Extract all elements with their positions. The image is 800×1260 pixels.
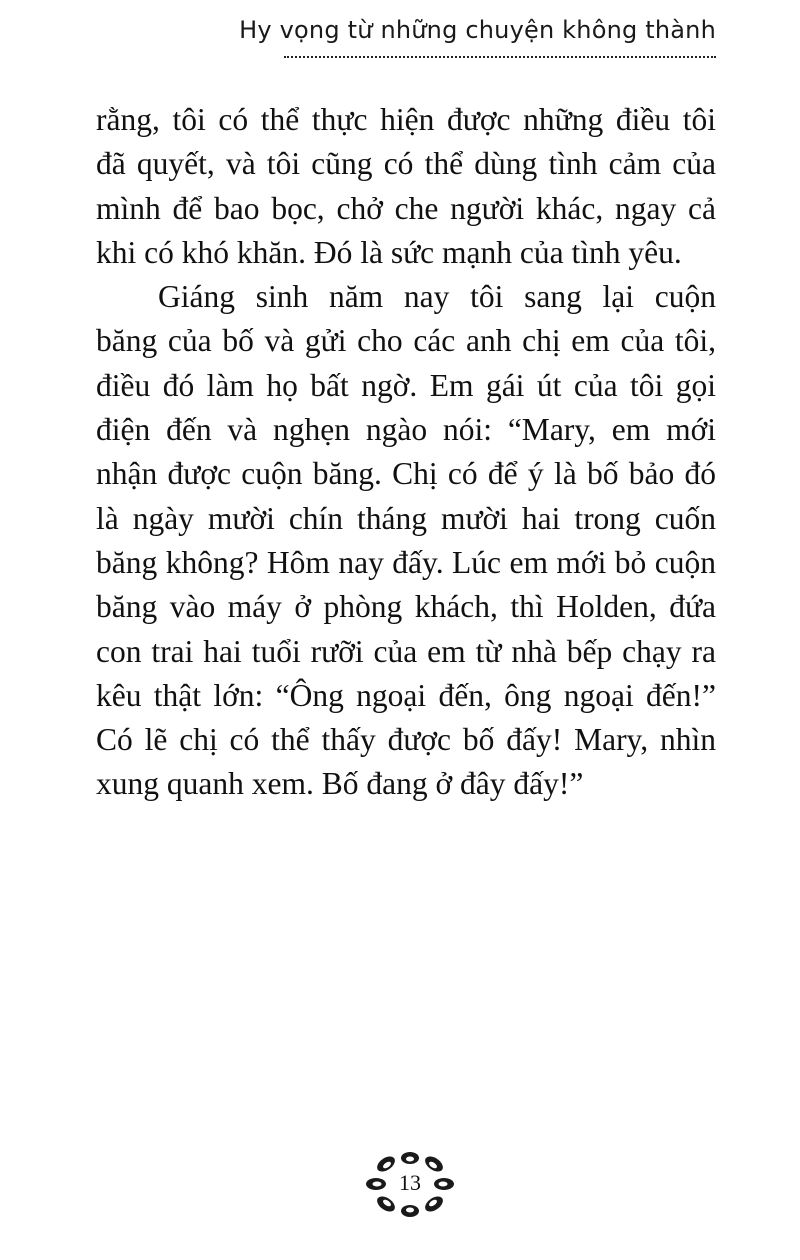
text-line: nhận được cuộn băng. Chị có để ý là bố bảo đó <box>96 456 716 492</box>
text-line: băng của bố và gửi cho các anh chị em của tôi, <box>96 323 716 359</box>
paragraph-1 <box>96 98 716 275</box>
text-line: mình để bao bọc, chở che người khác, ngay cả <box>96 190 716 226</box>
header-dotted-rule <box>284 56 716 58</box>
text-line: Có lẽ chị có thể thấy được bố đấy! Mary, nhìn <box>96 722 716 758</box>
text-line: điều đó làm họ bất ngờ. Em gái út của tôi gọi <box>96 367 716 403</box>
text-line: con trai hai tuổi rưỡi của em từ nhà bếp chạy ra <box>96 633 716 669</box>
text-line: đã quyết, và tôi cũng có thể dùng tình cảm của <box>96 146 716 182</box>
running-header: Hy vọng từ những chuyện không thành <box>239 16 716 44</box>
text-line: xung quanh xem. Bố đang ở đây đấy!” <box>96 766 584 802</box>
text-line: rằng, tôi có thể thực hiện được những điều tôi <box>96 102 716 137</box>
page-number: 13 <box>399 1170 421 1195</box>
text-line: kêu thật lớn: “Ông ngoại đến, ông ngoại đến!” <box>96 677 716 713</box>
body-text <box>96 98 716 807</box>
text-line: Giáng sinh năm nay tôi sang lại cuộn <box>158 279 716 315</box>
text-line: băng vào máy ở phòng khách, thì Holden, đứa <box>96 589 716 625</box>
page-number-ornament <box>364 1148 456 1220</box>
text-line: điện đến và nghẹn ngào nói: “Mary, em mới <box>96 412 716 448</box>
text-line: khi có khó khăn. Đó là sức mạnh của tình yêu. <box>96 234 682 270</box>
text-line: băng không? Hôm nay đấy. Lúc em mới bỏ cuộn <box>96 544 716 580</box>
paragraph-2 <box>96 275 716 807</box>
text-line: là ngày mười chín tháng mười hai trong cuốn <box>96 500 716 536</box>
